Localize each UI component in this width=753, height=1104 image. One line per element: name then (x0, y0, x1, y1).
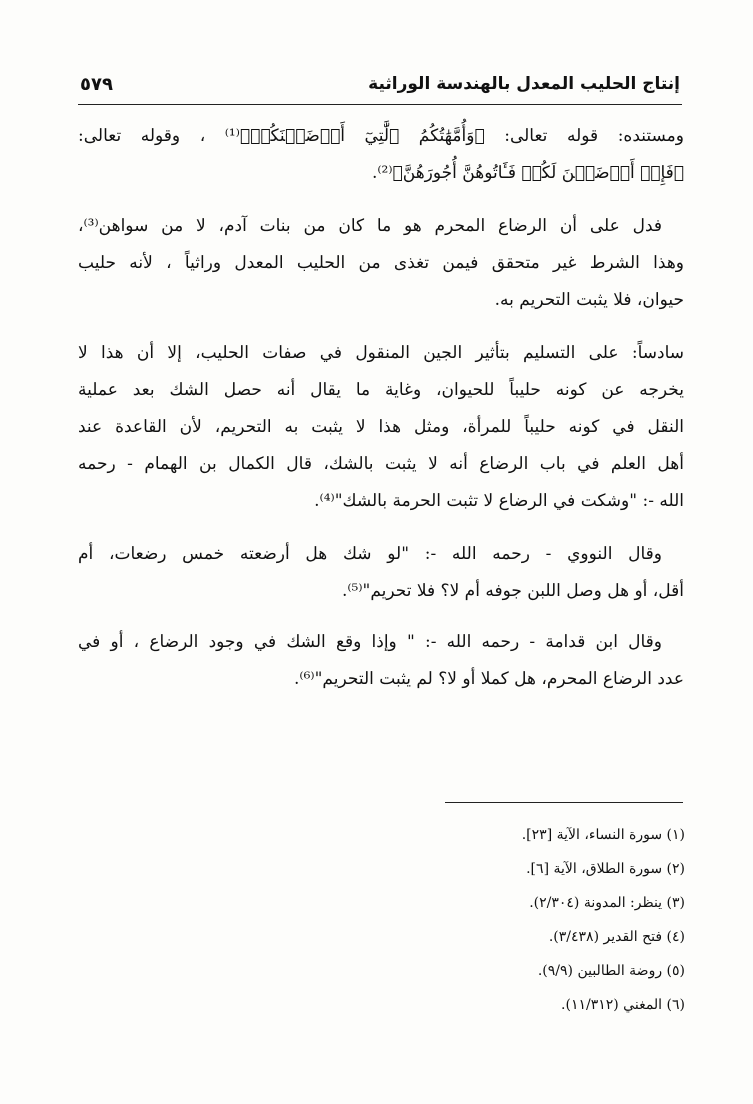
running-title: إنتاج الحليب المعدل بالهندسة الوراثية (368, 74, 680, 94)
text-line: أقل، أو هل وصل اللبن جوفه أم لا؟ فلا تحريم"⁽⁵⁾. (341, 581, 684, 601)
footnote-4: (٤) فتح القدير (٣/٤٣٨). (548, 929, 685, 945)
header-divider (78, 104, 682, 105)
footnote-5: (٥) روضة الطالبين (٩/٩). (537, 963, 685, 979)
footnote-2: (٢) سورة الطلاق، الآية [٦]. (526, 861, 685, 877)
text-line: وقال ابن قدامة - رحمه الله -: " وإذا وقع الشك في وجود الرضاع ، أو في (78, 632, 662, 652)
page-header (80, 68, 680, 102)
text-line: يخرجه عن كونه حليباً للحيوان، وغاية ما يقال أنه حصل الشك بعد عملية (78, 380, 684, 400)
paragraph-1 (78, 118, 684, 192)
body-text (78, 118, 684, 712)
footnote-1: (١) سورة النساء، الآية [٢٣]. (521, 827, 685, 843)
text-line: عدد الرضاع المحرم، هل كملا أو لا؟ لم يثبت التحريم"⁽⁶⁾. (294, 669, 684, 689)
footnote-3: (٣) ينظر: المدونة (٢/٣٠٤). (529, 895, 685, 911)
paragraph-4 (78, 536, 684, 610)
text-line: أهل العلم في باب الرضاع أنه لا يثبت بالشك، قال الكمال بن الهمام - رحمه (78, 454, 684, 474)
footnotes (185, 818, 685, 1022)
text-line: الله -: "وشكت في الرضاع لا تثبت الحرمة بالشك"⁽⁴⁾. (314, 491, 684, 511)
footnote-divider (445, 802, 683, 803)
text-line: سادساً: على التسليم بتأثير الجين المنقول في صفات الحليب، إلا أن هذا لا (78, 343, 684, 363)
text-line: وقال النووي - رحمه الله -: "لو شك هل أرضعته خمس رضعات، أم (78, 544, 662, 564)
text-line: وهذا الشرط غير متحقق فيمن تغذى من الحليب المعدل وراثياً ، لأنه حليب (78, 253, 684, 273)
text-line: فدل على أن الرضاع المحرم هو ما كان من بنات آدم، لا من سواهن⁽³⁾، (78, 216, 662, 236)
paragraph-2 (78, 208, 684, 319)
text-line: ﴿فَإِنۡ أَرۡضَعۡنَ لَكُمۡ فَـَٔاتُوهُنَّ أُجُورَهُنَّ﴾⁽²⁾. (371, 163, 684, 183)
text-line: حيوان، فلا يثبت التحريم به. (494, 290, 684, 310)
page-number: ٥٧٩ (80, 74, 113, 95)
paragraph-5 (78, 624, 684, 698)
text-line: ومستنده: قوله تعالى: ﴿وَأُمَّهَٰتُكُمُ ٱلَّٰتِيٓ أَرۡضَعۡنَكُمۡ﴾⁽¹⁾ ، وقوله تعالى: (78, 126, 684, 146)
footnote-6: (٦) المغني (١١/٣١٢). (561, 997, 685, 1013)
text-line: النقل في كونه حليباً للمرأة، ومثل هذا لا يثبت به التحريم، لأن القاعدة عند (78, 417, 684, 437)
paragraph-3 (78, 335, 684, 520)
